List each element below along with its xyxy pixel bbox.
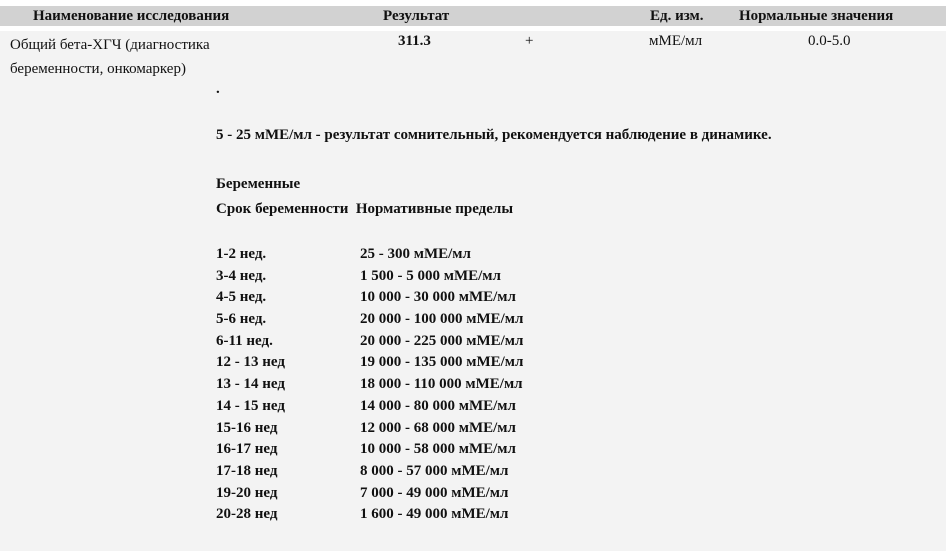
pregnancy-table-header: Срок беременности Нормативные пределы (216, 201, 514, 217)
pregnancy-range: 14 000 - 80 000 мМЕ/мл (360, 397, 516, 414)
pregnancy-term: 19-20 нед (216, 484, 278, 501)
pregnancy-term: 16-17 нед (216, 441, 278, 458)
pregnancy-term: 6-11 нед. (216, 332, 273, 349)
comment-note: 5 - 25 мМЕ/мл - результат сомнительный, рекомендуется наблюдение в динамике. (216, 127, 772, 143)
pregnancy-range: 1 500 - 5 000 мМЕ/мл (360, 267, 501, 284)
test-unit: мМЕ/мл (649, 33, 703, 49)
pregnancy-range: 25 - 300 мМЕ/мл (360, 246, 471, 262)
pregnancy-term: 12 - 13 нед (216, 354, 285, 371)
pregnancy-range: 20 000 - 225 000 мМЕ/мл (360, 332, 524, 349)
comment-pregnant-heading: Беременные (216, 176, 301, 192)
pregnancy-range: 8 000 - 57 000 мМЕ/мл (360, 462, 509, 479)
test-normal-range: 0.0-5.0 (808, 33, 851, 49)
test-result-value: 311.3 (398, 33, 431, 49)
pregnancy-range: 7 000 - 49 000 мМЕ/мл (360, 484, 509, 501)
header-unit: Ед. изм. (650, 8, 704, 24)
pregnancy-range: 10 000 - 58 000 мМЕ/мл (360, 441, 516, 458)
pregnancy-term: 13 - 14 нед (216, 376, 285, 393)
test-name: Общий бета-ХГЧ (диагностика беременности, онкомаркер) (10, 37, 210, 77)
pregnancy-term: 20-28 нед (216, 506, 278, 523)
test-result-flag: + (525, 33, 534, 49)
header-test-name: Наименование исследования (33, 8, 230, 24)
pregnancy-term: 5-6 нед. (216, 311, 267, 328)
comment-dot: . (216, 81, 220, 97)
table-header (0, 6, 946, 26)
pregnancy-term: 1-2 нед. (216, 246, 267, 262)
pregnancy-term: 3-4 нед. (216, 267, 267, 284)
pregnancy-term: 14 - 15 нед (216, 397, 285, 414)
pregnancy-range: 12 000 - 68 000 мМЕ/мл (360, 419, 516, 436)
pregnancy-range: 18 000 - 110 000 мМЕ/мл (360, 376, 523, 393)
header-result: Результат (383, 8, 450, 24)
header-normal-values: Нормальные значения (739, 8, 894, 24)
pregnancy-term: 17-18 нед (216, 462, 278, 479)
pregnancy-range: 10 000 - 30 000 мМЕ/мл (360, 289, 516, 306)
pregnancy-range: 19 000 - 135 000 мМЕ/мл (360, 354, 524, 371)
pregnancy-term: 15-16 нед (216, 419, 278, 436)
pregnancy-range: 1 600 - 49 000 мМЕ/мл (360, 506, 509, 523)
pregnancy-term: 4-5 нед. (216, 289, 267, 306)
pregnancy-range: 20 000 - 100 000 мМЕ/мл (360, 311, 524, 328)
